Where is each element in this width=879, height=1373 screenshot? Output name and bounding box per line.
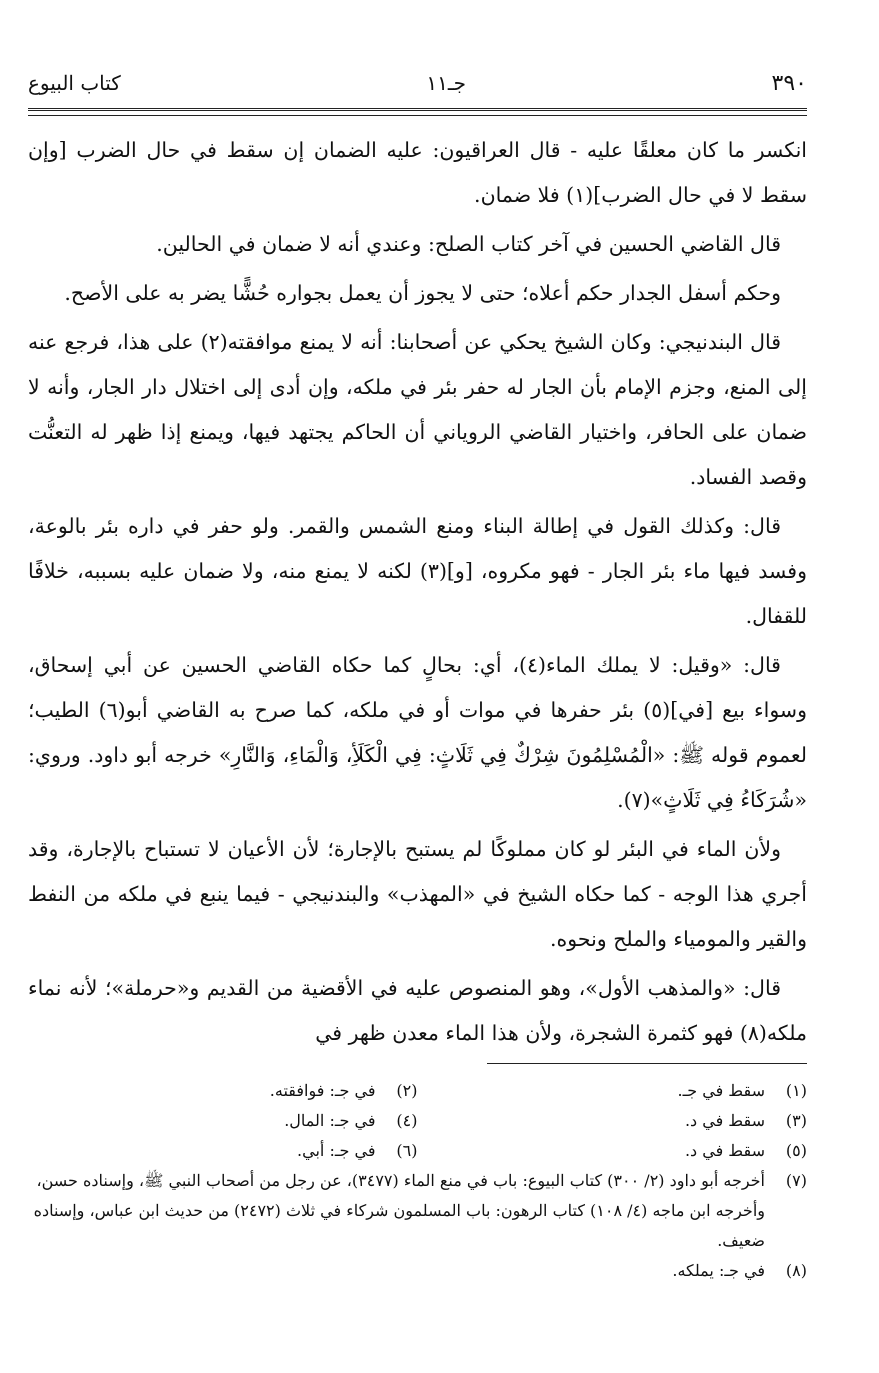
page-number: ٣٩٠ — [771, 70, 807, 96]
footnote-separator — [487, 1063, 807, 1064]
footnote-number: (٧) — [785, 1171, 807, 1190]
main-text — [28, 128, 807, 1060]
footnote — [28, 1256, 807, 1286]
paragraph: انكسر ما كان معلقًا عليه - قال العراقيون: عليه الضمان إن سقط في حال الضرب [وإن سقط لا في حال الضرب](١) فلا ضمان. — [28, 138, 807, 207]
footnote-text: في جـ: يملكه. — [672, 1261, 765, 1280]
footnote — [28, 1106, 418, 1136]
paragraph: قال: وكذلك القول في إطالة البناء ومنع الشمس والقمر. ولو حفر في داره بئر بالوعة، وفسد فيها ماء بئر الجار - فهو مكروه، [و](٣) لكنه لا يمنع منه، ولا ضمان عليه بسببه، خلافًا للقفال. — [28, 514, 807, 628]
paragraph: ولأن الماء في البئر لو كان مملوكًا لم يستبح بالإجارة؛ لأن الأعيان لا تستباح بالإجارة، وقد أجري هذا الوجه - كما حكاه الشيخ في «المهذب» والبندنيجي - فيما ينبع في ملكه من النفط والقير والمومياء والملح ونحوه. — [28, 837, 807, 951]
footnote — [28, 1136, 418, 1166]
footnote-text: في جـ: فوافقته. — [269, 1081, 376, 1100]
footnote-number: (٤) — [396, 1111, 418, 1130]
footnote-number: (٨) — [785, 1261, 807, 1280]
paragraph: قال: «والمذهب الأول»، وهو المنصوص عليه في الأقضية من القديم و«حرملة»؛ لأنه نماء ملكه(٨) فهو كثمرة الشجرة، ولأن هذا الماء معدن ظهر في — [28, 976, 807, 1045]
footnote-number: (٥) — [785, 1141, 807, 1160]
footnote-text: في جـ: المال. — [284, 1111, 376, 1130]
paragraph: وحكم أسفل الجدار حكم أعلاه؛ حتى لا يجوز أن يعمل بجواره حُشًّا يضر به على الأصح. — [64, 281, 781, 305]
footnote-grid — [28, 1076, 807, 1166]
footnote-text: سقط في د. — [684, 1141, 765, 1160]
paragraph: قال: «وقيل: لا يملك الماء(٤)، أي: بحالٍ كما حكاه القاضي الحسين عن أبي إسحاق، وسواء بيع [في](٥) بئر حفرها في موات أو في ملكه، كما صرح به القاضي أبو(٦) الطيب؛ لعموم قوله ﷺ: «الْمُسْلِمُونَ شِرْكٌ فِي ثَلَاثٍ: فِي الْكَلَأِ، وَالْمَاءِ، وَالنَّارِ» خرجه أبو داود. وروي: «شُرَكَاءُ فِي ثَلَاثٍ»(٧). — [28, 653, 808, 812]
footnotes — [28, 1076, 807, 1286]
footnote-text: في جـ: أبي. — [297, 1141, 376, 1160]
paragraph: قال البندنيجي: وكان الشيخ يحكي عن أصحابنا: أنه لا يمنع موافقته(٢) على هذا، فرجع عنه إلى المنع، وجزم الإمام بأن الجار له حفر بئر في ملكه، وإن أدى إلى اختلال دار الجار، وأنه لا ضمان على الحافر، واختيار القاضي الروياني أن الحاكم يجتهد فيها، ويمنع إذا ظهر له التعنُّت وقصد الفساد. — [28, 330, 807, 489]
header-rule — [28, 108, 807, 116]
footnote — [418, 1076, 808, 1106]
footnote-text: سقط في جـ. — [677, 1081, 765, 1100]
footnote-text: سقط في د. — [684, 1111, 765, 1130]
footnote-number: (٦) — [396, 1141, 418, 1160]
footnote-text: أخرجه أبو داود (٢/ ٣٠٠) كتاب البيوع: باب في منع الماء (٣٤٧٧)، عن رجل من أصحاب النبي ﷺ، وإسناده حسن، وأخرجه ابن ماجه (٤/ ١٠٨) كتاب الرهون: باب المسلمون شركاء في ثلاث (٢٤٧٢) من حديث ابن عباس، وإسناده ضعيف. — [33, 1171, 765, 1250]
footnote-number: (٣) — [785, 1111, 807, 1130]
footnote — [418, 1136, 808, 1166]
footnote — [28, 1166, 807, 1256]
footnote — [418, 1106, 808, 1136]
paragraph: قال القاضي الحسين في آخر كتاب الصلح: وعندي أنه لا ضمان في الحالين. — [156, 232, 781, 256]
footnote-number: (٢) — [396, 1081, 418, 1100]
volume-label: جـ١١ — [426, 71, 467, 95]
page-header — [28, 66, 807, 100]
footnote-number: (١) — [785, 1081, 807, 1100]
book-title: كتاب البيوع — [28, 71, 121, 95]
footnote — [28, 1076, 418, 1106]
